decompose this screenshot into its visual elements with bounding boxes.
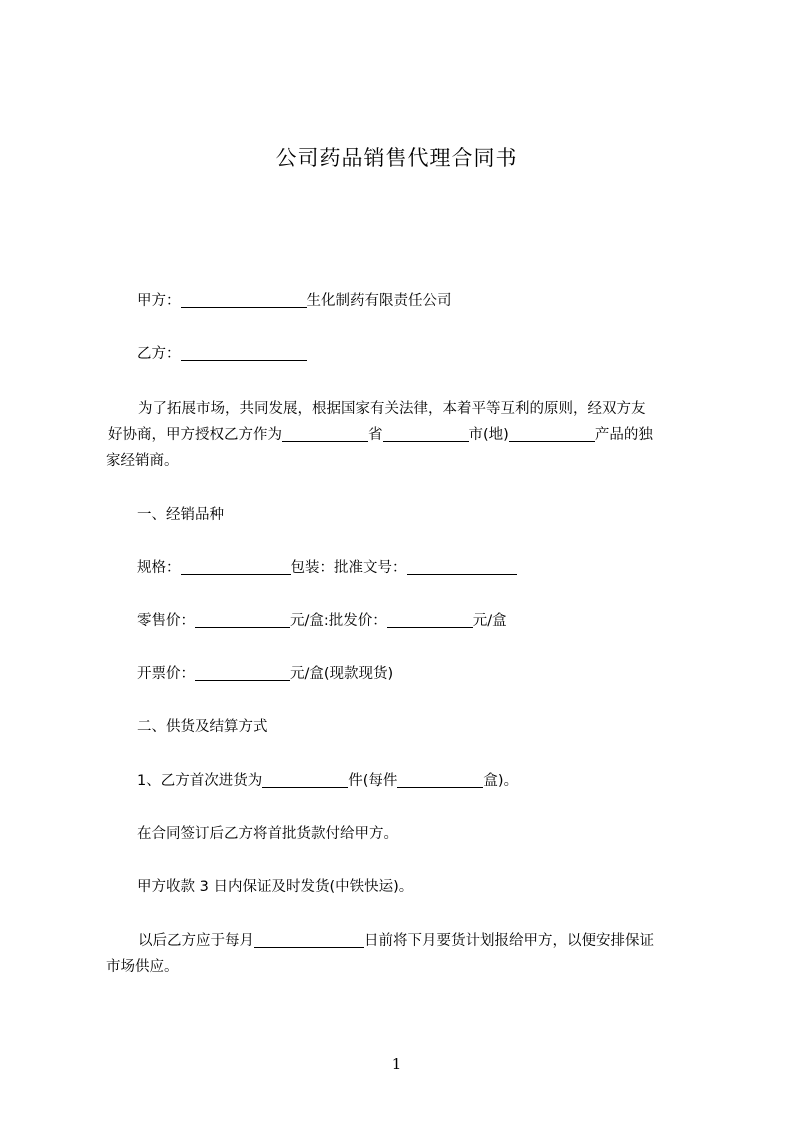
monthly-plan-line-1 [106,928,706,954]
monthly-plan-text-3: 市场供应。 [106,959,179,975]
party-b-blank [181,343,307,361]
spec-blank [181,557,291,575]
monthly-plan-text-1: 以后乙方应于每月 [138,933,254,949]
party-b-line [137,341,307,367]
boxes-label: 盒)。 [483,773,519,789]
city-label: 市(地) [468,427,509,443]
boxes-per-piece-blank [397,770,483,788]
retail-unit-label: 元/盒:批发价： [290,613,387,629]
payment-line: 在合同签订后乙方将首批货款付给甲方。 [137,826,398,842]
province-label: 省 [368,427,383,443]
intro-paragraph [106,396,706,474]
intro-line-1 [106,396,706,422]
invoice-line [137,661,393,687]
page-number: 1 [391,1055,402,1073]
first-order-label: 1、乙方首次进货为 [137,773,263,789]
first-order-line [137,768,518,794]
wholesale-price-blank [387,610,473,628]
approval-number-blank [407,557,517,575]
monthly-plan-line-2 [106,954,706,980]
city-blank [383,424,469,442]
shipping-line: 甲方收款 3 日内保证及时发货(中铁快运)。 [137,879,414,895]
intro-text-3: 家经销商。 [106,453,179,469]
intro-line-3 [106,448,706,474]
spec-line [137,555,517,581]
monthly-day-blank [254,930,364,948]
party-a-label: 甲方： [137,293,181,309]
per-piece-label: 件(每件 [348,773,398,789]
first-order-quantity-blank [262,770,348,788]
package-label: 包装：批准文号： [290,560,407,576]
invoice-price-label: 开票价： [137,666,195,682]
product-label: 产品的独 [594,427,653,443]
section1-heading: 一、经销品种 [137,507,224,523]
retail-price-label: 零售价： [137,613,195,629]
party-a-name: 生化制药有限责任公司 [306,293,452,309]
invoice-unit-label: 元/盒(现款现货) [290,666,394,682]
retail-price-blank [195,610,290,628]
section2-heading: 二、供货及结算方式 [137,719,268,735]
intro-text-2: 好协商，甲方授权乙方作为 [108,427,282,443]
monthly-plan-text-2: 日前将下月要货计划报给甲方，以便安排保证 [364,933,654,949]
invoice-price-blank [195,663,290,681]
party-a-blank [181,290,307,308]
intro-line-2 [106,422,706,448]
document-title: 公司药品销售代理合同书 [275,146,518,170]
province-blank [282,424,368,442]
party-b-label: 乙方： [137,346,181,362]
price-line [137,608,507,634]
product-blank [509,424,595,442]
monthly-plan-paragraph [106,928,706,980]
party-a-line [137,288,452,314]
intro-text-1: 为了拓展市场，共同发展，根据国家有关法律，本着平等互利的原则，经双方友 [138,401,646,417]
spec-label: 规格： [137,560,181,576]
wholesale-unit-label: 元/盒 [472,613,507,629]
